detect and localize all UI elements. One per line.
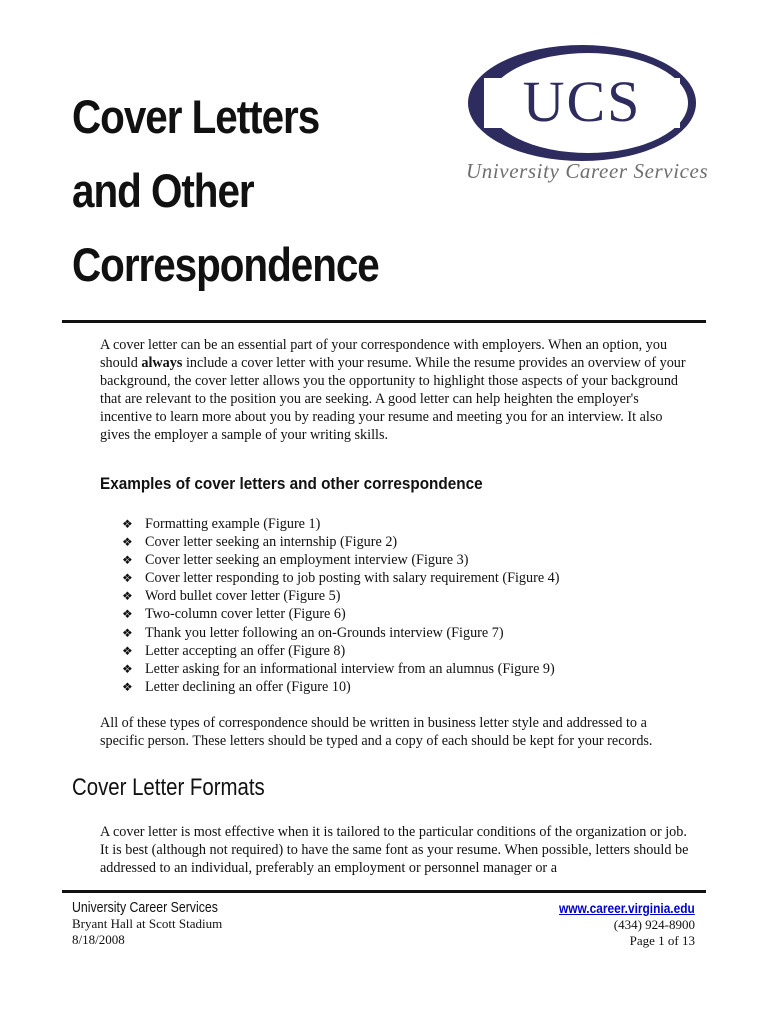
footer-phone: (434) 924-8900 <box>613 917 695 932</box>
footer-rule <box>62 890 706 893</box>
diamond-bullet-icon: ❖ <box>122 607 133 622</box>
list-item: ❖ Formatting example (Figure 1) <box>122 516 321 532</box>
footer-date: 8/18/2008 <box>72 932 125 947</box>
title-line-3: Correspondence <box>72 238 379 291</box>
page-number: Page 1 of 13 <box>629 933 695 948</box>
diamond-bullet-icon: ❖ <box>122 625 133 640</box>
footer-left <box>72 900 244 948</box>
list-item: ❖ Cover letter seeking an employment interview (Figure 3) <box>122 552 469 569</box>
closing-paragraph: All of these types of correspondence should be written in business letter style and addressed to a specific person. These letters should be typed and a copy of each should be kept for your records. <box>100 715 653 749</box>
diamond-bullet-icon: ❖ <box>122 535 133 550</box>
title-line-1: Cover Letters <box>72 90 320 143</box>
diamond-bullet-icon: ❖ <box>122 643 133 658</box>
diamond-bullet-icon: ❖ <box>122 679 133 694</box>
diamond-bullet-icon: ❖ <box>122 589 133 604</box>
footer-right <box>535 900 695 949</box>
title-line-2: and Other <box>72 164 254 217</box>
top-rule <box>62 320 706 323</box>
list-item: ❖ Two-column cover letter (Figure 6) <box>122 606 346 623</box>
intro-emphasis: always <box>141 355 183 371</box>
logo-mark: UCS <box>522 69 642 134</box>
diamond-bullet-icon: ❖ <box>122 571 133 586</box>
diamond-bullet-icon: ❖ <box>122 661 133 676</box>
examples-list <box>122 515 560 696</box>
list-item: ❖ Letter declining an offer (Figure 10) <box>122 678 351 695</box>
intro-paragraph <box>100 336 694 444</box>
diamond-bullet-icon: ❖ <box>122 553 133 568</box>
intro-part2: include a cover letter with your resume. While the resume provides an overview of your background, the cover letter allows you the opportunity to highlight those aspects of your background that are relevant to the position you are seeking. A good letter can help heighten the employer's incentive to learn more about you by reading your resume and meeting you for an interview. It also gives the employer a sample of your writing skills. <box>100 355 686 443</box>
website-link[interactable]: www.career.virginia.edu <box>559 900 695 916</box>
list-item: ❖ Word bullet cover letter (Figure 5) <box>122 588 341 605</box>
intro-part1: A cover letter can be an essential part of your correspondence with employers. When an option, you should <box>100 337 668 371</box>
document-title <box>72 80 399 302</box>
examples-heading: Examples of cover letters and other correspondence <box>100 474 483 493</box>
footer-address: Bryant Hall at Scott Stadium <box>72 916 223 931</box>
list-item: ❖ Letter asking for an informational interview from an alumnus (Figure 9) <box>122 660 555 677</box>
list-item: ❖ Cover letter responding to job posting with salary requirement (Figure 4) <box>122 570 560 587</box>
list-item: ❖ Cover letter seeking an internship (Figure 2) <box>122 534 398 551</box>
formats-heading: Cover Letter Formats <box>72 774 265 801</box>
diamond-bullet-icon: ❖ <box>122 517 133 531</box>
list-item: ❖ Letter accepting an offer (Figure 8) <box>122 642 346 659</box>
ucs-logo <box>466 42 709 192</box>
logo-subtitle: University Career Services <box>466 159 709 183</box>
formats-paragraph: A cover letter is most effective when it is tailored to the particular conditions of the organization or job. It is best (although not required) to have the same font as your resume. When possible, letters should be addressed to an individual, preferably an employment or personnel manager or a <box>100 824 689 876</box>
footer-org: University Career Services <box>72 900 218 916</box>
list-item: ❖ Thank you letter following an on-Grounds interview (Figure 7) <box>122 624 504 641</box>
